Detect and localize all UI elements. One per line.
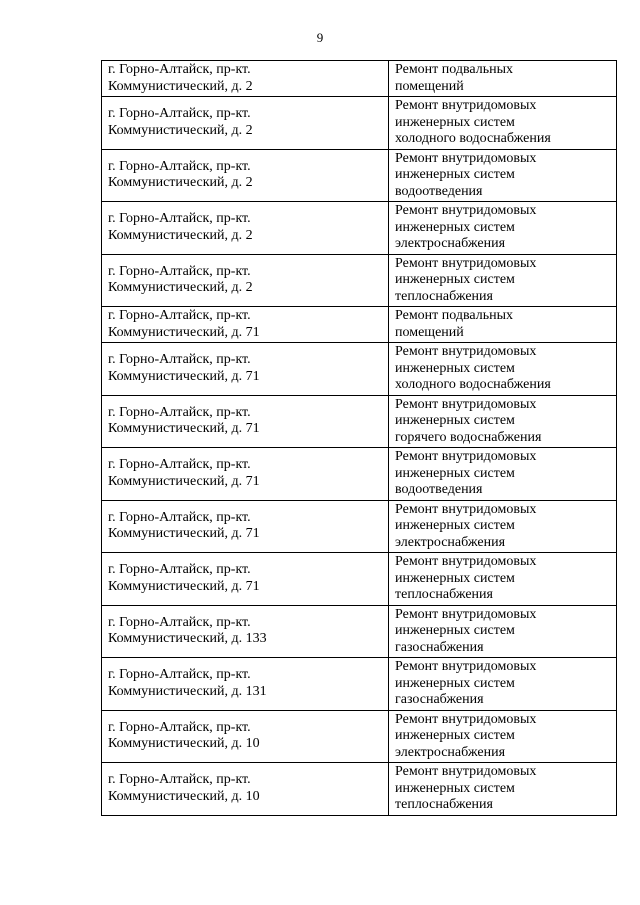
work-line: электроснабжения <box>395 236 506 251</box>
work-cell <box>389 500 617 553</box>
table-row <box>102 553 617 606</box>
work-line: инженерных систем <box>395 167 515 182</box>
page-number: 9 <box>316 30 324 45</box>
work-line: водоотведения <box>395 183 483 199</box>
work-line: инженерных систем <box>395 623 515 638</box>
work-cell <box>389 710 617 763</box>
work-cell <box>389 395 617 448</box>
work-line: инженерных систем <box>395 114 515 130</box>
address-cell <box>102 97 389 150</box>
address-line: г. Горно-Алтайск, пр-кт. <box>108 562 251 578</box>
work-line: инженерных систем <box>395 675 515 691</box>
work-line: Ремонт внутридомовых <box>395 711 537 727</box>
work-line: холодного водоснабжения <box>395 377 551 392</box>
table-row <box>102 658 617 711</box>
work-line: электроснабжения <box>395 534 506 550</box>
address-line: Коммунистический, д. 131 <box>108 683 267 699</box>
address-cell <box>102 500 389 553</box>
work-line: Ремонт внутридомовых <box>395 203 537 218</box>
work-cell <box>389 658 617 711</box>
address-line: г. Горно-Алтайск, пр-кт. <box>108 614 251 630</box>
address-cell <box>102 343 389 396</box>
work-line: водоотведения <box>395 482 483 497</box>
address-line: Коммунистический, д. 2 <box>108 78 253 94</box>
work-cell <box>389 307 617 343</box>
work-cell <box>389 202 617 255</box>
address-cell <box>102 658 389 711</box>
work-cell <box>389 254 617 307</box>
work-line: Ремонт внутридомовых <box>395 150 537 166</box>
address-cell <box>102 202 389 255</box>
work-cell <box>389 448 617 501</box>
table-row <box>102 97 617 150</box>
address-line: г. Горно-Алтайск, пр-кт. <box>108 404 251 420</box>
address-line: г. Горно-Алтайск, пр-кт. <box>108 211 251 227</box>
work-line: помещений <box>395 324 464 340</box>
work-cell <box>389 149 617 202</box>
work-line: инженерных систем <box>395 728 515 743</box>
work-line: теплоснабжения <box>395 797 493 812</box>
work-line: инженерных систем <box>395 570 515 586</box>
work-line: инженерных систем <box>395 518 515 533</box>
address-cell <box>102 448 389 501</box>
work-line: газоснабжения <box>395 692 484 707</box>
work-cell <box>389 343 617 396</box>
address-cell <box>102 763 389 816</box>
address-line: г. Горно-Алтайск, пр-кт. <box>108 457 251 473</box>
work-line: Ремонт внутридомовых <box>395 98 537 113</box>
work-line: инженерных систем <box>395 465 515 481</box>
table-row <box>102 395 617 448</box>
work-line: электроснабжения <box>395 744 506 760</box>
table-row <box>102 763 617 816</box>
address-line: Коммунистический, д. 71 <box>108 526 260 542</box>
address-line: г. Горно-Алтайск, пр-кт. <box>108 667 251 683</box>
table-row <box>102 202 617 255</box>
work-line: Ремонт внутридомовых <box>395 764 537 779</box>
work-line: Ремонт внутридомовых <box>395 344 537 359</box>
works-table <box>101 60 617 816</box>
address-line: г. Горно-Алтайск, пр-кт. <box>108 106 251 122</box>
address-cell <box>102 149 389 202</box>
address-cell <box>102 553 389 606</box>
work-line: Ремонт подвальных <box>395 62 514 77</box>
address-line: Коммунистический, д. 10 <box>108 736 260 752</box>
table-row <box>102 149 617 202</box>
address-line: Коммунистический, д. 2 <box>108 280 253 296</box>
work-cell <box>389 763 617 816</box>
address-line: Коммунистический, д. 71 <box>108 324 260 340</box>
address-line: Коммунистический, д. 71 <box>108 473 260 489</box>
address-line: Коммунистический, д. 2 <box>108 227 253 243</box>
table-row <box>102 605 617 658</box>
table-row <box>102 500 617 553</box>
work-line: Ремонт подвальных <box>395 308 514 323</box>
address-cell <box>102 605 389 658</box>
work-cell <box>389 553 617 606</box>
work-line: теплоснабжения <box>395 288 493 304</box>
work-line: газоснабжения <box>395 639 484 655</box>
address-line: г. Горно-Алтайск, пр-кт. <box>108 719 251 735</box>
address-line: Коммунистический, д. 71 <box>108 578 260 594</box>
work-line: инженерных систем <box>395 780 515 796</box>
work-line: инженерных систем <box>395 272 515 287</box>
address-line: г. Горно-Алтайск, пр-кт. <box>108 263 251 279</box>
address-line: г. Горно-Алтайск, пр-кт. <box>108 158 251 174</box>
address-line: г. Горно-Алтайск, пр-кт. <box>108 772 251 788</box>
work-line: Ремонт внутридомовых <box>395 501 537 517</box>
address-line: г. Горно-Алтайск, пр-кт. <box>108 62 251 77</box>
address-line: Коммунистический, д. 2 <box>108 175 253 191</box>
work-line: Ремонт внутридомовых <box>395 659 537 674</box>
address-cell <box>102 61 389 97</box>
work-line: Ремонт внутридомовых <box>395 554 537 569</box>
address-line: Коммунистический, д. 10 <box>108 788 260 804</box>
table-row <box>102 710 617 763</box>
work-line: инженерных систем <box>395 219 515 235</box>
work-line: инженерных систем <box>395 413 515 428</box>
work-cell <box>389 97 617 150</box>
address-line: г. Горно-Алтайск, пр-кт. <box>108 308 251 323</box>
work-line: холодного водоснабжения <box>395 131 551 146</box>
work-cell <box>389 61 617 97</box>
address-line: г. Горно-Алтайск, пр-кт. <box>108 352 251 368</box>
work-line: теплоснабжения <box>395 587 493 602</box>
address-line: г. Горно-Алтайск, пр-кт. <box>108 509 251 525</box>
address-cell <box>102 395 389 448</box>
table-row <box>102 448 617 501</box>
work-cell <box>389 605 617 658</box>
address-cell <box>102 307 389 343</box>
table-row <box>102 307 617 343</box>
table-row <box>102 254 617 307</box>
address-line: Коммунистический, д. 71 <box>108 421 260 437</box>
table-row <box>102 343 617 396</box>
work-line: Ремонт внутридомовых <box>395 255 537 271</box>
work-line: Ремонт внутридомовых <box>395 606 537 622</box>
work-line: инженерных систем <box>395 360 515 376</box>
work-line: Ремонт внутридомовых <box>395 449 537 464</box>
work-line: Ремонт внутридомовых <box>395 396 537 412</box>
work-line: горячего водоснабжения <box>395 429 542 445</box>
address-line: Коммунистический, д. 133 <box>108 631 267 647</box>
address-cell <box>102 710 389 763</box>
address-line: Коммунистический, д. 71 <box>108 368 260 384</box>
table-row <box>102 61 617 97</box>
address-cell <box>102 254 389 307</box>
works-table-body <box>102 61 617 816</box>
address-line: Коммунистический, д. 2 <box>108 122 253 138</box>
work-line: помещений <box>395 78 464 94</box>
